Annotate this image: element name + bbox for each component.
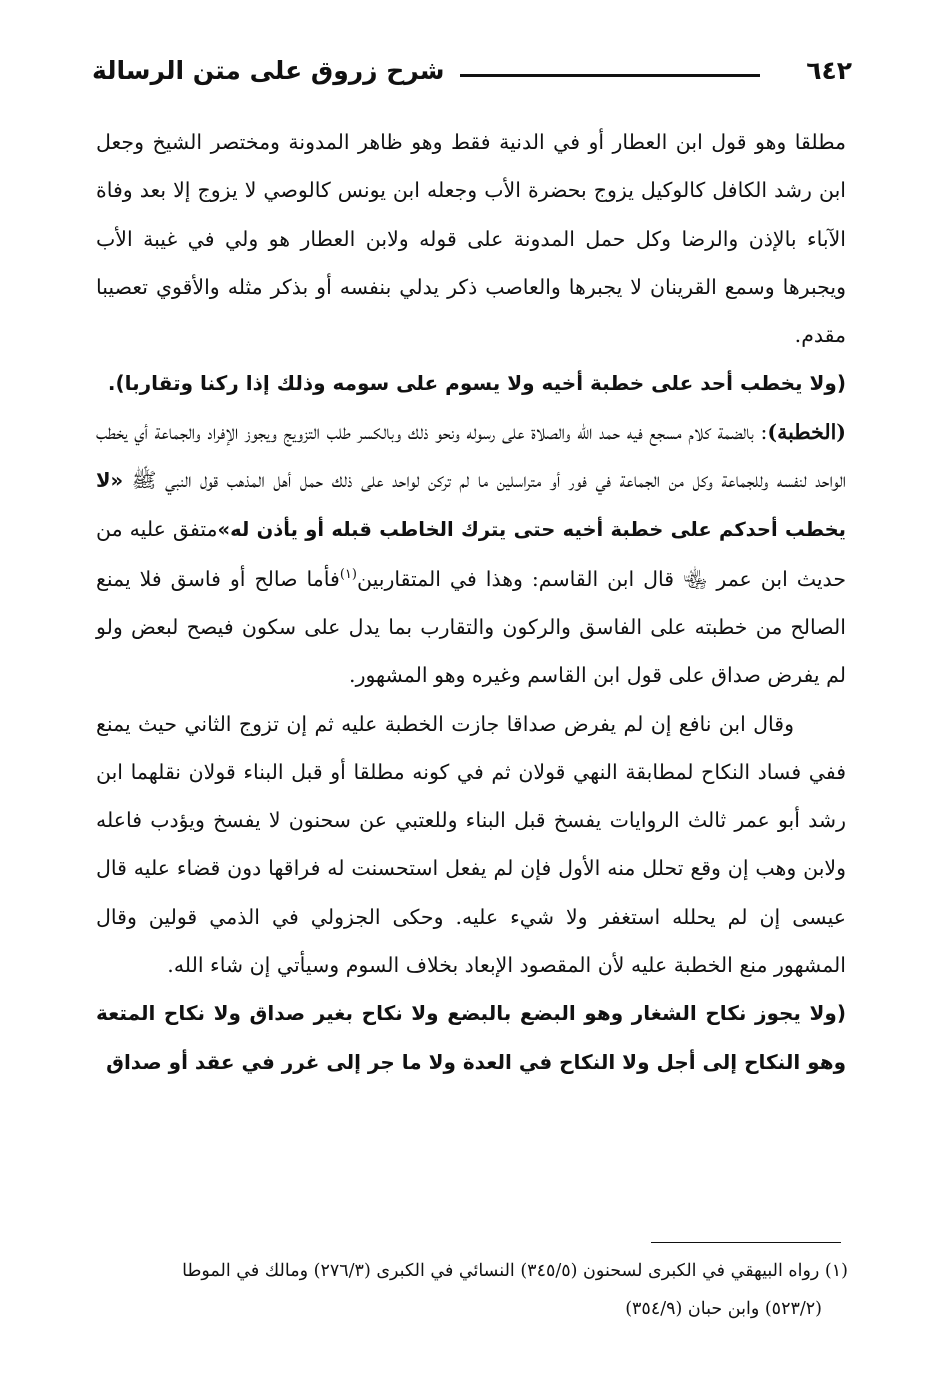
commentary-paragraph-2: [96, 408, 846, 700]
main-text: [96, 118, 846, 1086]
footnotes: [96, 1252, 848, 1328]
footnote-separator: [651, 1242, 841, 1243]
header-rule: [460, 74, 760, 77]
footnote-1: [96, 1252, 848, 1328]
commentary-text: : بالضمة كلام مسجع فيه حمد الله والصلاة على رسوله ونحو ذلك وبالكسر طلب التزويج ويجوز الإفراد والجماعة أي يخطب الواحد لنفسه وللجماعة وكل من الجماعة في فور أو متراسلين ما لم تركن لواحد على ذلك حمل أهل المذهب قول النبي ﷺ: [96, 419, 846, 493]
running-title: شرح زروق على متن الرسالة: [92, 56, 445, 85]
matn-paragraph-1: (ولا يخطب أحد على خطبة أخيه ولا يسوم على سومه وذلك إذا ركنا وتقاربا).: [107, 371, 846, 396]
footnote-marker[interactable]: (١): [339, 566, 357, 582]
defined-term: (الخطبة): [767, 419, 846, 444]
matn-paragraph-2: (ولا يجوز نكاح الشغار وهو البضع بالبضع ولا نكاح بغير صداق ولا نكاح المتعة وهو النكاح إلى أجل ولا النكاح في العدة ولا ما جر إلى غرر في عقد أو صداق: [96, 1001, 846, 1074]
hadith-quote: «لا يخطب أحدكم على خطبة أخيه حتى يترك الخاطب قبله أو يأذن له»: [96, 469, 847, 542]
page-number: ٦٤٢: [806, 56, 852, 85]
commentary-text: متفق عليه من حديث ابن عمر ﵄ قال ابن القاسم: وهذا في المتقاربين: [96, 517, 846, 591]
footnote-line: (٥٢٣/٢) وابن حبان (٣٥٤/٩): [625, 1299, 822, 1319]
commentary-paragraph-3: وقال ابن نافع إن لم يفرض صداقا جازت الخطبة عليه ثم إن تزوج الثاني حيث يمنع ففي فساد النكاح لمطابقة النهي قولان ثم في كونه مطلقا أو قبل البناء قولان نقلهما ابن رشد أبو عمر ثالث الروايات يفسخ قبل البناء وللعتبي عن سحنون لا يفسخ ويؤدب فاعله ولابن وهب إن وقع تحلل منه الأول فإن لم يفعل استحسنت له فراقها دون قضاء عليه قال عيسى إن لم يحلله استغفر ولا شيء عليه. وحكى الجزولي في الذمي قولين وقال المشهور منع الخطبة عليه لأن المقصود الإبعاد بخلاف السوم وسيأتي إن شاء الله.: [96, 711, 846, 978]
page-header: [92, 52, 852, 98]
commentary-text: فأما صالح أو فاسق فلا يمنع الصالح من خطبته على الفاسق والركون والتقارب بما يدل على سكون فيصح لبعض ولو لم يفرض صداق على قول ابن القاسم وغيره وهو المشهور.: [96, 566, 846, 688]
commentary-paragraph-1: مطلقا وهو قول ابن العطار أو في الدنية فقط وهو ظاهر المدونة ومختصر الشيخ وجعل ابن رشد الكافل كالوكيل يزوج بحضرة الأب وجعله ابن يونس كالوصي لا يزوج إلا بعد وفاة الآباء بالإذن والرضا وكل حمل المدونة على قوله ولابن العطار هو ولي في غيبة الأب ويجبرها وسمع القرينان لا يجبرها والعاصب ذكر يدلي بنفسه أو بذكر مثله والأقوي تعصيبا مقدم.: [96, 130, 846, 348]
footnote-line: (١) رواه البيهقي في الكبرى لسحنون (٣٤٥/٥) النسائي في الكبرى (٢٧٦/٣) ومالك في الموطا: [182, 1261, 848, 1281]
